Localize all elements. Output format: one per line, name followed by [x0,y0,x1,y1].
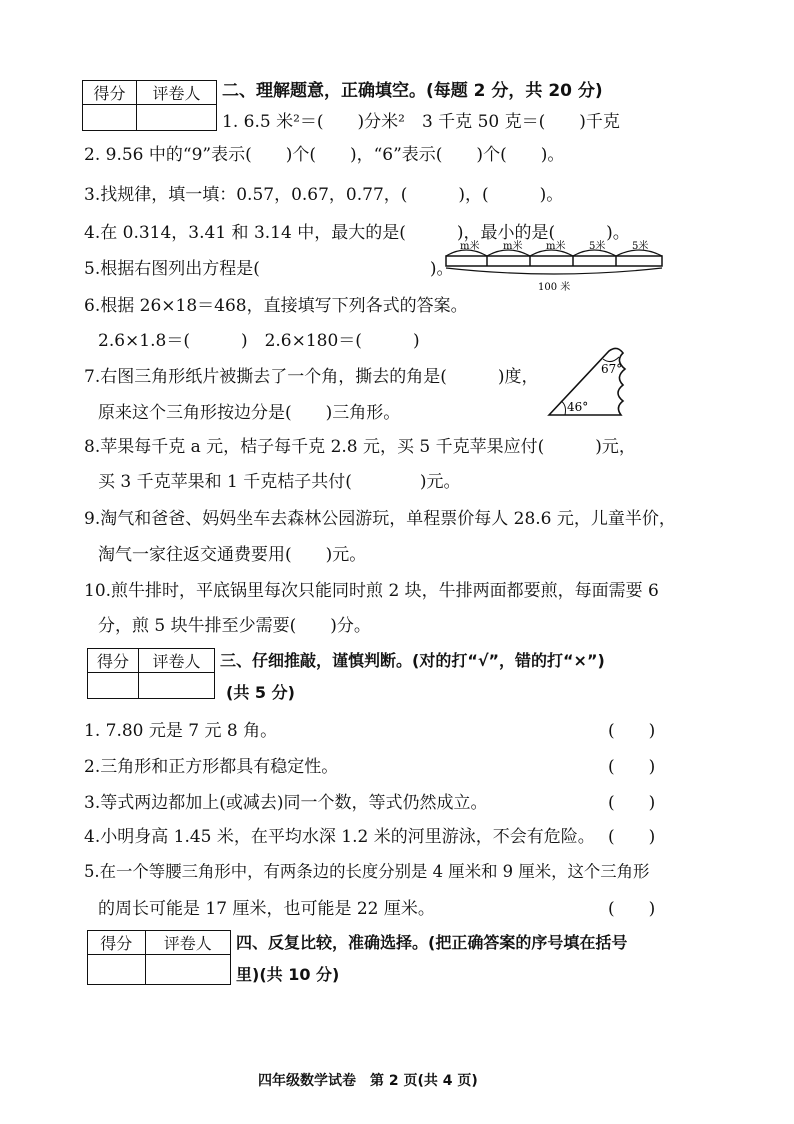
section4-header-line2: 里)(共 10 分) [236,965,340,984]
q5: 5.根据右图列出方程是( )。 [84,259,454,279]
judge-item-5-line2: 的周长可能是 17 厘米，也可能是 22 厘米。 [98,899,435,919]
score-box-section4 [87,930,231,985]
score-label: 得分 [88,649,139,673]
seg-label-3: m米 [546,241,566,252]
seg-label-2: m米 [503,241,523,252]
page-footer: 四年级数学试卷 第 2 页(共 4 页) [258,1073,478,1089]
answer-paren-3[interactable]: ( ) [608,793,656,813]
section4-header: 四、反复比较，准确选择。(把正确答案的序号填在括号 [236,933,628,952]
q1: 1. 6.5 米²＝( )分米² 3 千克 50 克＝( )千克 [222,112,620,132]
answer-paren-1[interactable]: ( ) [608,721,656,741]
q6: 6.根据 26×18＝468，直接填写下列各式的答案。 [84,296,468,316]
score-cell[interactable] [88,955,146,985]
seg-label-5: 5米 [632,241,649,252]
q4: 4.在 0.314，3.41 和 3.14 中，最大的是( )，最小的是( )。 [84,223,630,243]
segment-diagram [444,238,664,294]
judge-item-5: 5.在一个等腰三角形中，有两条边的长度分别是 4 厘米和 9 厘米，这个三角形 [84,862,650,881]
q10-line1: 10.煎牛排时，平底锅里每次只能同时煎 2 块，牛排两面都要煎，每面需要 6 [84,581,659,601]
score-box-section2 [82,80,217,131]
angle-left-label: 46° [567,400,589,414]
judge-item-1: 1. 7.80 元是 7 元 8 角。 [84,721,278,741]
q7-line2: 原来这个三角形按边分是( )三角形。 [98,403,401,423]
judge-item-2: 2.三角形和正方形都具有稳定性。 [84,757,339,777]
grader-label: 评卷人 [139,649,215,673]
grader-cell[interactable] [136,105,216,131]
q2: 2. 9.56 中的“9”表示( )个( )，“6”表示( )个( )。 [84,145,565,165]
answer-paren-5[interactable]: ( ) [608,899,656,919]
q7-line1: 7.右图三角形纸片被撕去了一个角，撕去的角是( )度， [84,367,539,387]
q9-line1: 9.淘气和爸爸、妈妈坐车去森林公园游玩，单程票价每人 28.6 元，儿童半价， [84,509,676,529]
seg-label-1: m米 [460,241,480,252]
judge-item-3: 3.等式两边都加上(或减去)同一个数，等式仍然成立。 [84,793,488,813]
q8-line2: 买 3 千克苹果和 1 千克桔子共付( )元。 [98,472,461,492]
score-cell[interactable] [88,673,139,699]
q10-line2: 分，煎 5 块牛排至少需要( )分。 [98,616,371,636]
grader-cell[interactable] [139,673,215,699]
angle-top-label: 67° [601,362,623,376]
score-box-section3 [87,648,215,699]
torn-triangle-diagram [545,343,635,421]
answer-paren-2[interactable]: ( ) [608,757,656,777]
q3: 3.找规律，填一填：0.57，0.67，0.77，( )，( )。 [84,185,564,205]
total-label: 100 米 [538,282,571,293]
q6-sub: 2.6×1.8＝( ) 2.6×180＝( ) [98,331,420,351]
q9-line2: 淘气一家往返交通费要用( )元。 [98,545,367,565]
grader-cell[interactable] [145,955,230,985]
grader-label: 评卷人 [145,931,230,955]
score-cell[interactable] [83,105,137,131]
score-label: 得分 [88,931,146,955]
section3-header-line2: (共 5 分) [226,683,295,702]
grader-label: 评卷人 [136,81,216,105]
judge-item-4: 4.小明身高 1.45 米，在平均水深 1.2 米的河里游泳，不会有危险。 [84,827,595,847]
q8-line1: 8.苹果每千克 a 元，桔子每千克 2.8 元，买 5 千克苹果应付( )元， [84,437,636,457]
segment-bar [446,250,662,274]
section3-header: 三、仔细推敲，谨慎判断。(对的打“√”，错的打“×”) [220,651,605,670]
section2-header: 二、理解题意，正确填空。(每题 2 分，共 20 分) [222,81,603,101]
seg-label-4: 5米 [589,241,606,252]
answer-paren-4[interactable]: ( ) [608,827,656,847]
score-label: 得分 [83,81,137,105]
